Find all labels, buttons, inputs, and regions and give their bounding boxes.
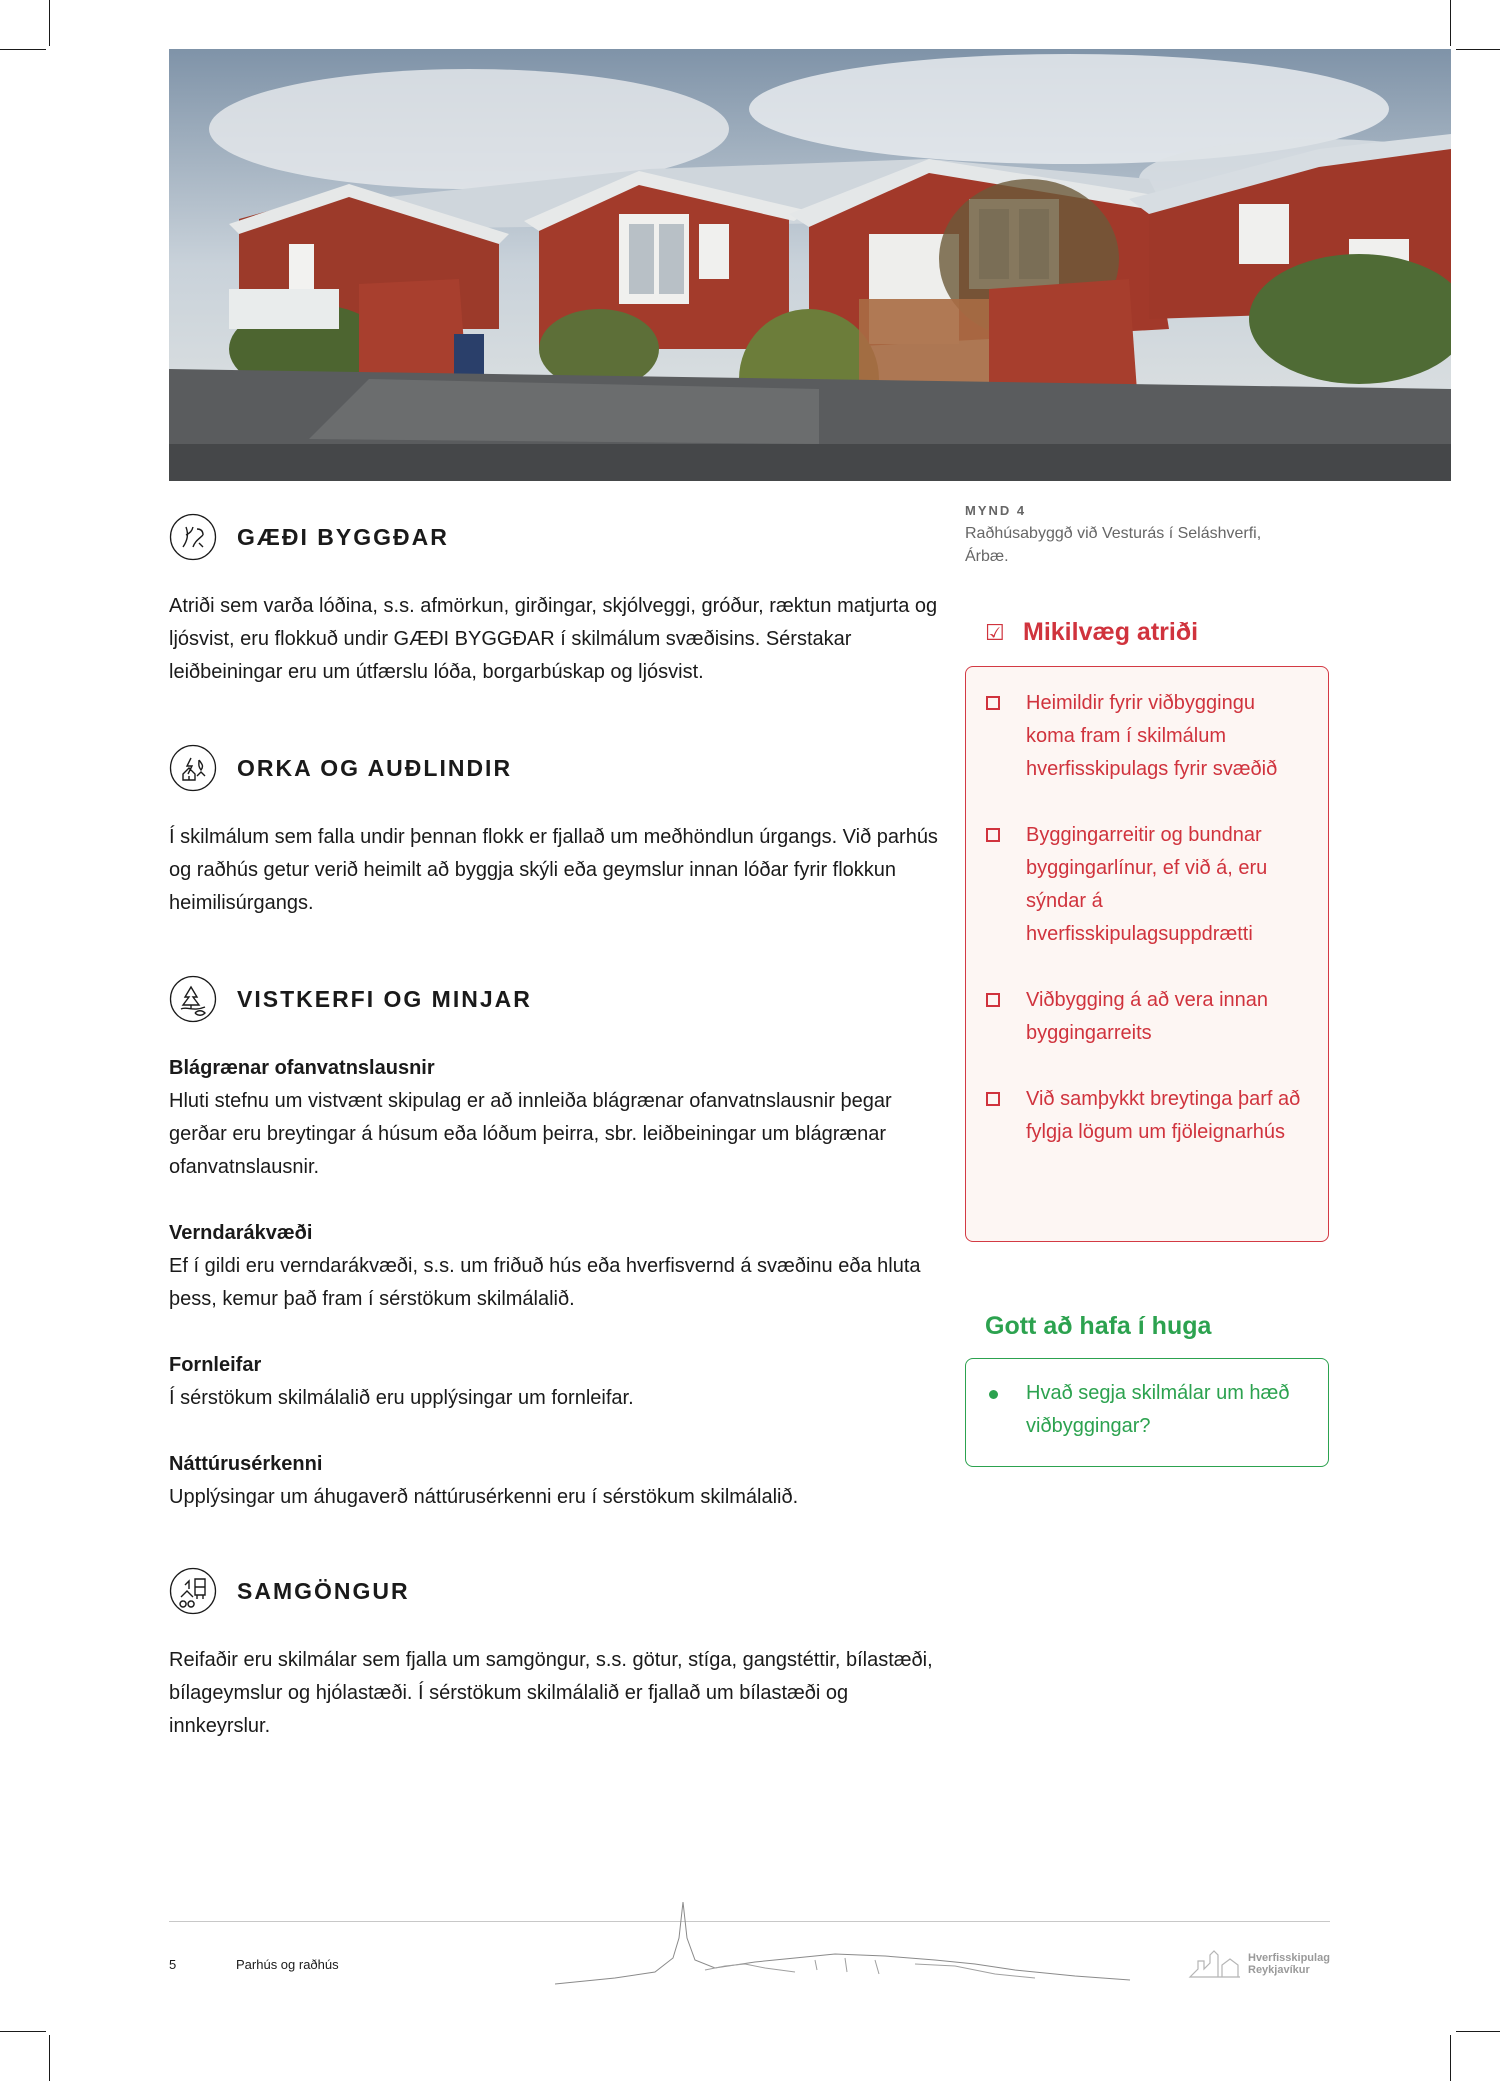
list-item: Við samþykkt breytinga þarf að fylgja lögum um fjöleignarhús	[986, 1083, 1308, 1149]
subsection-text: Upplýsingar um áhugaverð náttúrusérkenni eru í sérstökum skilmálalið.	[169, 1486, 799, 1508]
crop-mark	[1456, 2031, 1500, 2032]
list-item: Hvað segja skilmálar um hæð viðbyggingar?	[986, 1377, 1308, 1443]
subsection-text: Hluti stefnu um vistvænt skipulag er að innleiða blágrænar ofanvatnslausnir þegar gerðar eru breytingar á húsum eða lóðum þeirra, sbr. leiðbeiningar um blágrænar ofanvatnslausnir.	[169, 1090, 892, 1178]
crop-mark	[1450, 2035, 1451, 2081]
subsection-title: Náttúrusérkenni	[169, 1453, 323, 1475]
section-text: Atriði sem varða lóðina, s.s. afmörkun, girðingar, skjólveggi, gróður, ræktun matjurta og ljósvist, eru flokkuð undir GÆÐI BYGGÐAR í skilmálum svæðisins. Sérstakar leiðbeiningar eru um útfærslu lóða, borgarbúskap og ljósvist.	[169, 595, 938, 683]
logo-line2: Reykjavíkur	[1248, 1964, 1310, 1976]
crop-mark	[1456, 49, 1500, 50]
logo-line1: Hverfisskipulag	[1248, 1952, 1330, 1964]
transport-icon	[169, 1567, 217, 1615]
checkbox-icon	[986, 696, 1000, 710]
logo	[1188, 1947, 1330, 1981]
crop-mark	[49, 0, 50, 46]
subsection-text: Ef í gildi eru verndarákvæði, s.s. um friðuð hús eða hverfisvernd á svæðinu eða hluta þess, kemur það fram í sérstökum skilmálalið.	[169, 1255, 921, 1310]
crop-mark	[49, 2035, 50, 2081]
list-item: Heimildir fyrir viðbyggingu koma fram í skilmálum hverfisskipulags fyrir svæðið	[986, 687, 1308, 786]
section-orka-og-audlindir	[169, 743, 939, 920]
footer-title: Parhús og raðhús	[236, 1957, 339, 1972]
important-heading	[985, 618, 1198, 647]
crop-mark	[0, 2031, 46, 2032]
crop-mark	[1450, 0, 1451, 46]
section-title: SAMGÖNGUR	[237, 1577, 410, 1604]
subsection-title: Verndarákvæði	[169, 1222, 313, 1244]
section-title: VISTKERFI OG MINJAR	[237, 985, 532, 1012]
crop-mark	[0, 49, 46, 50]
important-box	[965, 666, 1329, 1242]
subsection-title: Blágrænar ofanvatnslausnir	[169, 1057, 435, 1079]
section-samgongur	[169, 1566, 939, 1743]
subsection-text: Í sérstökum skilmálalið eru upplýsingar um fornleifar.	[169, 1387, 634, 1409]
nature-quality-icon	[169, 513, 217, 561]
figure-caption-text: Raðhúsabyggð við Vesturás í Seláshverfi, Árbæ.	[965, 525, 1262, 565]
subsection-title: Fornleifar	[169, 1354, 262, 1376]
good-to-know-box	[965, 1358, 1329, 1467]
section-title: GÆÐI BYGGÐAR	[237, 523, 449, 550]
skyline-logo-icon	[1188, 1947, 1244, 1981]
section-title: ORKA OG AUÐLINDIR	[237, 754, 513, 781]
list-item: Viðbygging á að vera innan byggingarreits	[986, 984, 1308, 1050]
skyline-illustration	[555, 1898, 1135, 1988]
ecosystem-icon	[169, 975, 217, 1023]
page-number: 5	[169, 1957, 177, 1972]
section-gaedi-byggdar	[169, 512, 939, 689]
section-vistkerfi-og-minjar	[169, 974, 939, 1514]
good-to-know-title: Gott að hafa í huga	[985, 1312, 1212, 1340]
bullet-icon	[989, 1390, 998, 1399]
section-text: Í skilmálum sem falla undir þennan flokk er fjallað um meðhöndlun úrgangs. Við parhús og raðhús getur verið heimilt að byggja skýli eða geymslur innan lóðar fyrir flokkun heimilisúrgangs.	[169, 826, 938, 914]
hero-photo	[169, 49, 1451, 481]
checkbox-icon	[986, 993, 1000, 1007]
checkbox-icon	[986, 828, 1000, 842]
figure-label: MYND 4	[965, 503, 1027, 518]
figure-caption	[965, 503, 1305, 568]
checkbox-checked-icon: ☑	[985, 620, 1005, 645]
list-item: Byggingarreitir og bundnar byggingarlínur, ef við á, eru sýndar á hverfisskipulagsuppdrætti	[986, 819, 1308, 951]
important-title: Mikilvæg atriði	[1023, 618, 1199, 646]
energy-resources-icon	[169, 744, 217, 792]
section-text: Reifaðir eru skilmálar sem fjalla um samgöngur, s.s. götur, stíga, gangstéttir, bílastæði, bílageymslur og hjólastæði. Í sérstökum skilmálalið er fjallað um bílastæði og innkeyrslur.	[169, 1649, 933, 1737]
checkbox-icon	[986, 1092, 1000, 1106]
